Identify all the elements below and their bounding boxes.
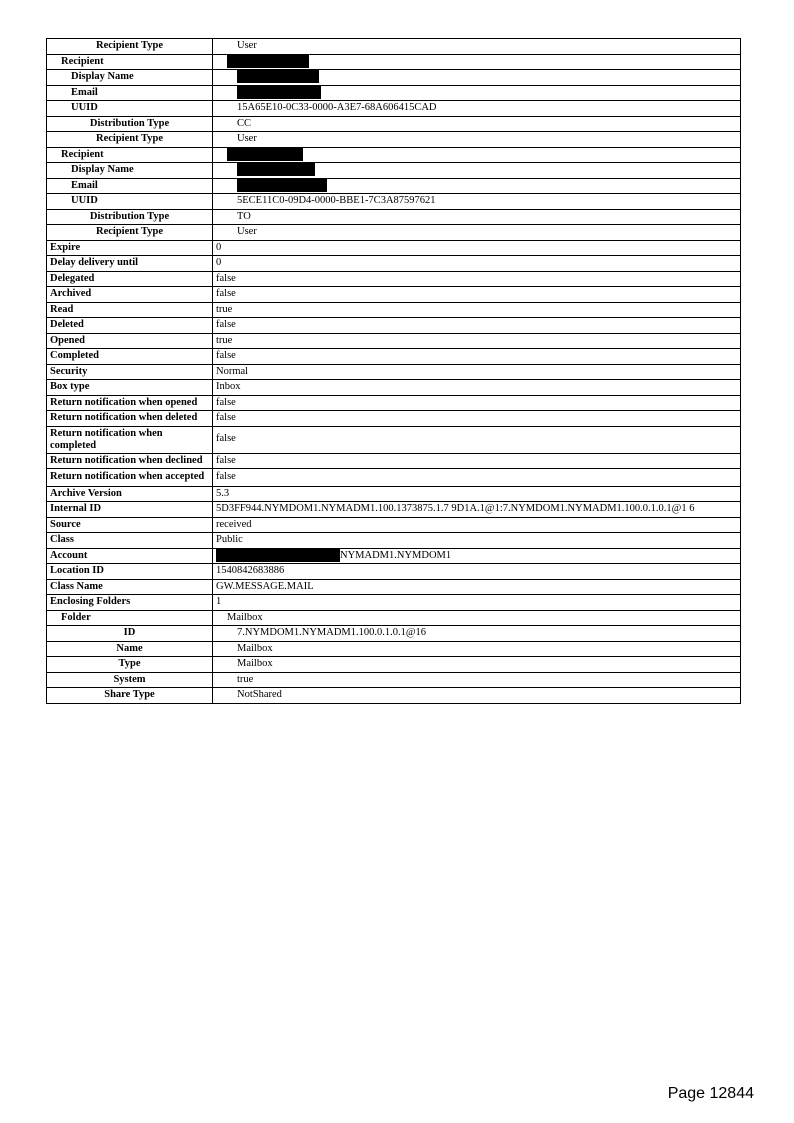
row-key: Return notification when accepted xyxy=(47,469,213,487)
row-key: Distribution Type xyxy=(47,209,213,225)
row-key: Source xyxy=(47,517,213,533)
row-value: true xyxy=(213,333,741,349)
row-key: Return notification when completed xyxy=(47,426,213,453)
row-key: Return notification when declined xyxy=(47,453,213,469)
table-row xyxy=(47,349,741,365)
table-row xyxy=(47,548,741,564)
table-row xyxy=(47,240,741,256)
table-row xyxy=(47,132,741,148)
redaction-block xyxy=(227,55,309,68)
redaction-block xyxy=(227,148,303,161)
row-value xyxy=(213,70,741,86)
redaction-block xyxy=(237,179,327,192)
row-key: Class xyxy=(47,533,213,549)
table-row xyxy=(47,271,741,287)
table-row xyxy=(47,256,741,272)
row-value: Public xyxy=(213,533,741,549)
row-key: Name xyxy=(47,641,213,657)
table-row xyxy=(47,641,741,657)
row-key: Enclosing Folders xyxy=(47,595,213,611)
row-key: Completed xyxy=(47,349,213,365)
row-key: Opened xyxy=(47,333,213,349)
row-key: Security xyxy=(47,364,213,380)
redaction-block xyxy=(237,86,321,99)
row-key: Folder xyxy=(47,610,213,626)
row-key: Recipient xyxy=(47,54,213,70)
row-key: Type xyxy=(47,657,213,673)
table-row xyxy=(47,411,741,427)
row-key: Recipient Type xyxy=(47,39,213,55)
row-key: Return notification when opened xyxy=(47,395,213,411)
row-value: false xyxy=(213,426,741,453)
row-key: Account xyxy=(47,548,213,564)
table-row xyxy=(47,469,741,487)
row-value: received xyxy=(213,517,741,533)
page-number: Page 12844 xyxy=(667,1085,754,1102)
table-row xyxy=(47,54,741,70)
row-value xyxy=(213,85,741,101)
table-row xyxy=(47,39,741,55)
row-value: 0 xyxy=(213,256,741,272)
row-key: Recipient Type xyxy=(47,132,213,148)
row-value: Mailbox xyxy=(213,610,741,626)
row-value: false xyxy=(213,287,741,303)
table-row xyxy=(47,380,741,396)
row-value: false xyxy=(213,411,741,427)
row-key: Recipient xyxy=(47,147,213,163)
table-row xyxy=(47,287,741,303)
row-key: Box type xyxy=(47,380,213,396)
row-value: false xyxy=(213,469,741,487)
table-row xyxy=(47,178,741,194)
row-value: false xyxy=(213,271,741,287)
table-row xyxy=(47,517,741,533)
row-value: Normal xyxy=(213,364,741,380)
table-row xyxy=(47,194,741,210)
redaction-block xyxy=(237,70,319,83)
row-key: Expire xyxy=(47,240,213,256)
row-key: UUID xyxy=(47,101,213,117)
row-value: Mailbox xyxy=(213,641,741,657)
table-row xyxy=(47,333,741,349)
redaction-block xyxy=(237,163,315,176)
row-key: Email xyxy=(47,85,213,101)
table-row xyxy=(47,395,741,411)
row-key: System xyxy=(47,672,213,688)
table-row xyxy=(47,101,741,117)
row-value: User xyxy=(213,39,741,55)
row-value xyxy=(213,178,741,194)
row-value xyxy=(213,54,741,70)
row-key: Return notification when deleted xyxy=(47,411,213,427)
row-value: Mailbox xyxy=(213,657,741,673)
row-value: User xyxy=(213,225,741,241)
table-row xyxy=(47,163,741,179)
table-row xyxy=(47,116,741,132)
redaction-block xyxy=(216,549,340,562)
table-row xyxy=(47,209,741,225)
table-row xyxy=(47,70,741,86)
row-value: 5D3FF944.NYMDOM1.NYMADM1.100.1373875.1.7 9D1A.1@1:7.NYMDOM1.NYMADM1.100.0.1.0.1@1 6 xyxy=(213,502,741,518)
row-value: 5.3 xyxy=(213,486,741,502)
row-key: Deleted xyxy=(47,318,213,334)
row-key: Class Name xyxy=(47,579,213,595)
row-key: Delay delivery until xyxy=(47,256,213,272)
row-value: 7.NYMDOM1.NYMADM1.100.0.1.0.1@16 xyxy=(213,626,741,642)
table-row xyxy=(47,225,741,241)
row-value: false xyxy=(213,395,741,411)
row-key: ID xyxy=(47,626,213,642)
row-value: false xyxy=(213,318,741,334)
table-row xyxy=(47,502,741,518)
row-key: Location ID xyxy=(47,564,213,580)
row-key: Display Name xyxy=(47,163,213,179)
row-value: false xyxy=(213,453,741,469)
row-value: GW.MESSAGE.MAIL xyxy=(213,579,741,595)
row-value xyxy=(213,147,741,163)
table-row xyxy=(47,595,741,611)
row-key: Internal ID xyxy=(47,502,213,518)
row-value: 15A65E10-0C33-0000-A3E7-68A606415CAD xyxy=(213,101,741,117)
row-value: NotShared xyxy=(213,688,741,704)
table-row xyxy=(47,85,741,101)
table-row xyxy=(47,579,741,595)
table-row xyxy=(47,426,741,453)
row-key: Recipient Type xyxy=(47,225,213,241)
row-key: Delegated xyxy=(47,271,213,287)
row-value: false xyxy=(213,349,741,365)
row-key: Archive Version xyxy=(47,486,213,502)
table-row xyxy=(47,486,741,502)
row-key: Share Type xyxy=(47,688,213,704)
row-value: true xyxy=(213,672,741,688)
properties-table xyxy=(46,38,741,704)
row-key: Read xyxy=(47,302,213,318)
row-value: true xyxy=(213,302,741,318)
row-value xyxy=(213,163,741,179)
table-row xyxy=(47,672,741,688)
row-value: User xyxy=(213,132,741,148)
table-row xyxy=(47,564,741,580)
table-row xyxy=(47,318,741,334)
table-row xyxy=(47,610,741,626)
row-value: 5ECE11C0-09D4-0000-BBE1-7C3A87597621 xyxy=(213,194,741,210)
table-row xyxy=(47,302,741,318)
table-row xyxy=(47,364,741,380)
row-value: CC xyxy=(213,116,741,132)
account-suffix: NYMADM1.NYMDOM1 xyxy=(340,549,452,561)
row-key: Archived xyxy=(47,287,213,303)
row-key: Distribution Type xyxy=(47,116,213,132)
row-value xyxy=(213,548,741,564)
row-key: Email xyxy=(47,178,213,194)
table-row xyxy=(47,533,741,549)
row-value: 0 xyxy=(213,240,741,256)
table-row xyxy=(47,626,741,642)
table-row xyxy=(47,688,741,704)
row-key: Display Name xyxy=(47,70,213,86)
table-row xyxy=(47,657,741,673)
row-value: 1 xyxy=(213,595,741,611)
row-value: TO xyxy=(213,209,741,225)
row-key: UUID xyxy=(47,194,213,210)
table-row xyxy=(47,147,741,163)
row-value: Inbox xyxy=(213,380,741,396)
row-value: 1540842683886 xyxy=(213,564,741,580)
table-row xyxy=(47,453,741,469)
